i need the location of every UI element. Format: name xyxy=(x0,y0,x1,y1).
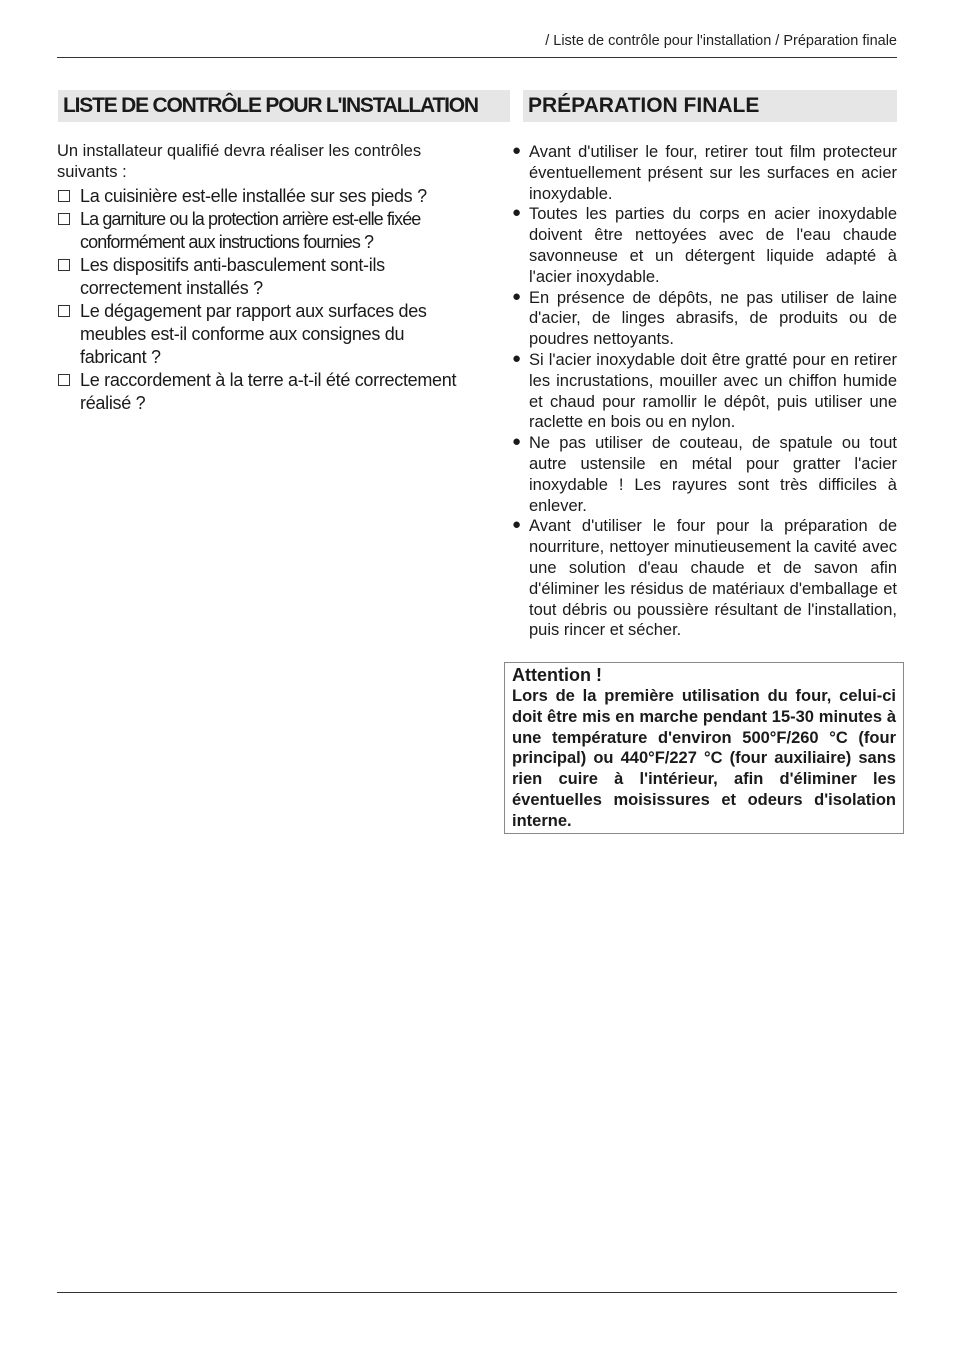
bullet-icon: ● xyxy=(512,142,522,159)
installation-checklist-title: LISTE DE CONTRÔLE POUR L'INSTALLATION xyxy=(58,90,510,122)
checkbox-icon xyxy=(58,305,70,317)
preparation-step xyxy=(509,516,897,641)
preparation-step-text: Toutes les parties du corps en acier inoxydable doivent être nettoyées avec de l'eau chaude savonneuse et un détergent liquide adapté à l'acier inoxydable. xyxy=(529,205,897,286)
preparation-step-text: Ne pas utiliser de couteau, de spatule ou tout autre ustensile en métal pour gratter l'acier inoxydable ! Les rayures sont très difficiles à enlever. xyxy=(529,434,897,515)
final-preparation-title: PRÉPARATION FINALE xyxy=(523,90,897,122)
installation-checklist xyxy=(57,141,457,415)
final-preparation xyxy=(509,142,897,641)
preparation-step xyxy=(509,288,897,350)
checklist-item-text: Les dispositifs anti-basculement sont-ils correctement installés ? xyxy=(80,255,385,298)
preparation-step xyxy=(509,433,897,516)
checklist-intro: Un installateur qualifié devra réaliser les contrôles suivants : xyxy=(57,142,422,181)
checklist-item-text: Le raccordement à la terre a-t-il été correctement réalisé ? xyxy=(80,370,457,413)
preparation-step-text: Avant d'utiliser le four, retirer tout film protecteur éventuellement présent sur les surfaces en acier inoxydable. xyxy=(529,143,897,203)
bullet-icon: ● xyxy=(512,516,522,534)
checkbox-icon xyxy=(58,374,70,386)
checklist-item xyxy=(57,208,457,254)
checklist-item xyxy=(57,300,457,369)
attention-notice xyxy=(504,662,904,834)
attention-title: Attention ! xyxy=(512,665,602,685)
header-breadcrumb: / Liste de contrôle pour l'installation / Préparation finale xyxy=(545,33,897,49)
checklist-item xyxy=(57,254,457,300)
header-divider xyxy=(57,57,897,58)
bullet-icon: ● xyxy=(512,433,522,451)
preparation-step xyxy=(509,142,897,204)
bullet-icon: ● xyxy=(512,349,522,367)
checklist-item-text: La cuisinière est-elle installée sur ses pieds ? xyxy=(80,186,427,206)
checkbox-icon xyxy=(58,259,70,271)
checkbox-icon xyxy=(58,213,70,225)
checkbox-icon xyxy=(58,190,70,202)
bullet-icon: ● xyxy=(512,204,522,222)
preparation-step-text: Avant d'utiliser le four pour la préparation de nourriture, nettoyer minutieusement la cavité avec une solution d'eau chaude et de savon afin d'éliminer les résidus de matériaux d'emballage et tout débris ou poussière résultant de l'installation, puis rincer et sécher. xyxy=(529,517,897,640)
preparation-step xyxy=(509,204,897,287)
checklist-items xyxy=(57,185,457,415)
checklist-item xyxy=(57,185,457,208)
preparation-steps xyxy=(509,142,897,641)
preparation-step-text: Si l'acier inoxydable doit être gratté pour en retirer les incrustations, mouiller avec un chiffon humide et chaud pour ramollir le dépôt, puis utiliser une raclette en bois ou en nylon. xyxy=(529,350,897,432)
preparation-step xyxy=(509,350,897,433)
preparation-step-text: En présence de dépôts, ne pas utiliser de laine d'acier, de linges abrasifs, de produits ou de poudres nettoyants. xyxy=(529,288,897,349)
checklist-item-text: Le dégagement par rapport aux surfaces des meubles est-il conforme aux consignes du fabricant ? xyxy=(80,301,427,367)
footer-divider xyxy=(57,1292,897,1293)
attention-text: Lors de la première utilisation du four, celui-ci doit être mis en marche pendant 15-30 minutes à une température d'environ 500°F/260 °C (four principal) ou 440°F/227 °C (four auxiliaire) sans rien cuire à l'intérieur, afin d'éliminer les éventuelles moisissures et odeurs d'isolation interne. xyxy=(512,687,896,830)
checklist-item-text: La garniture ou la protection arrière est-elle fixée conformément aux instructions fournies ? xyxy=(80,209,421,252)
checklist-item xyxy=(57,369,457,415)
bullet-icon: ● xyxy=(512,287,522,305)
